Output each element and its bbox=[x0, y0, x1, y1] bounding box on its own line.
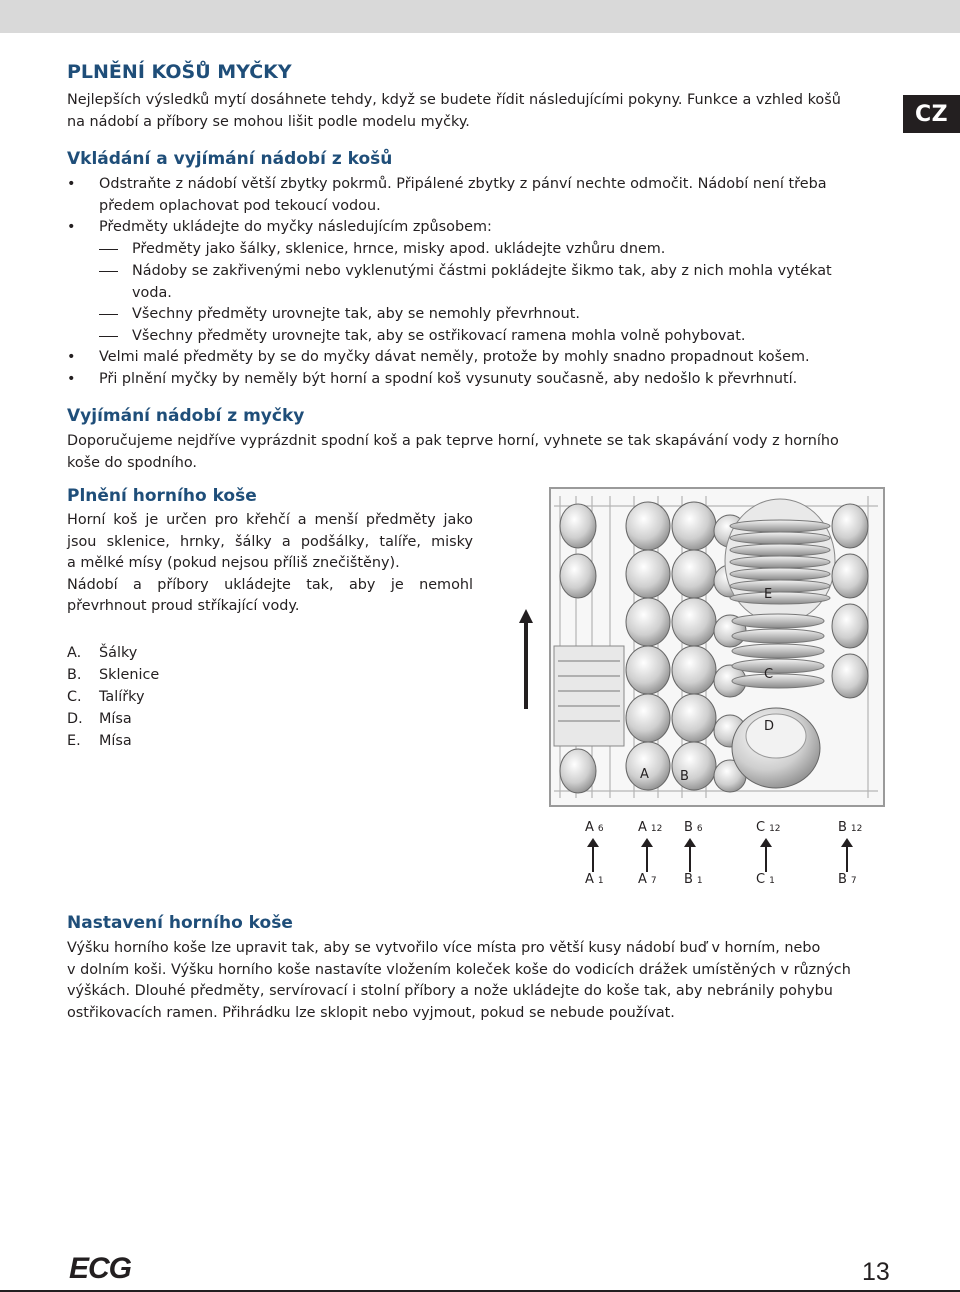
list-item: Všechny předměty urovnejte tak, aby se ostřikovací ramena mohla volně pohybovat. bbox=[99, 326, 895, 348]
brand-logo: ECG bbox=[69, 1252, 132, 1285]
list-item: • Odstraňte z nádobí větší zbytky pokrmů. Připálené zbytky z pánví nechte odmočit. Nádobí není třeba předem oplachovat pod tekoucí vodou. bbox=[67, 176, 827, 214]
list-item: • Předměty ukládejte do myčky následujícím způsobem: bbox=[67, 219, 492, 235]
sequence-label: B 6 bbox=[684, 820, 703, 835]
figure-label-B: B bbox=[680, 769, 689, 784]
list-item: Nádoby se zakřivenými nebo vyklenutými částmi pokládejte šikmo tak, aby z nich mohla vytékat voda. bbox=[99, 261, 895, 304]
sequence-label: A 1 bbox=[585, 872, 604, 887]
page-number: 13 bbox=[862, 1258, 890, 1286]
section-heading-upper-basket: Plnění horního koše bbox=[67, 486, 257, 506]
intro-text: Nejlepších výsledků mytí dosáhnete tehdy, když se budete řídit následujícími pokyny. Funkce a vzhled košů na nádobí a příbory se mohou lišit podle modelu myčky. bbox=[67, 92, 841, 130]
sequence-label: A 6 bbox=[585, 820, 604, 835]
header-bar bbox=[0, 0, 960, 33]
legend-item: E. Mísa bbox=[67, 733, 132, 749]
section-text-upper-basket: Horní koš je určen pro křehčí a menší předměty jako jsou sklenice, hrnky, šálky a podšálky, talíře, misky a mělké mísy (pokud nejsou příliš znečištěny). Nádobí a příbory ukládejte tak, aby je nemohl převrhnout proud stříkající vody. bbox=[67, 512, 473, 614]
section-heading-unloading: Vyjímání nádobí z myčky bbox=[67, 406, 305, 426]
language-tab: CZ bbox=[903, 95, 960, 133]
list-item: Předměty jako šálky, sklenice, hrnce, misky apod. ukládejte vzhůru dnem. bbox=[99, 239, 895, 261]
figure-label-D: D bbox=[764, 719, 775, 734]
sequence-label: A 12 bbox=[638, 820, 663, 835]
section-text-unloading: Doporučujeme nejdříve vyprázdnit spodní koš a pak teprve horní, vyhnete se tak skapávání vody z horního koše do spodního. bbox=[67, 433, 839, 471]
sequence-label: C 12 bbox=[756, 820, 781, 835]
sequence-label: C 1 bbox=[756, 872, 775, 887]
upper-basket-illustration bbox=[548, 486, 886, 808]
section-heading-loading: Vkládání a vyjímání nádobí z košů bbox=[67, 149, 393, 169]
legend-list bbox=[67, 642, 159, 752]
legend-item: A. Šálky bbox=[67, 645, 138, 661]
sequence-label: B 7 bbox=[838, 872, 857, 887]
page-title: PLNĚNÍ KOŠŮ MYČKY bbox=[67, 61, 292, 83]
sequence-label: A 7 bbox=[638, 872, 657, 887]
legend-item: C. Talířky bbox=[67, 689, 145, 705]
list-item: Všechny předměty urovnejte tak, aby se nemohly převrhnout. bbox=[99, 304, 895, 326]
legend-item: D. Mísa bbox=[67, 711, 132, 727]
figure-label-E: E bbox=[764, 587, 773, 602]
section-text-basket-adjust: Výšku horního koše lze upravit tak, aby se vytvořilo více místa pro větší kusy nádobí buď v horním, nebo v dolním koši. Výšku horního koše nastavíte vložením koleček koše do vodicích drážek umístěných v různých výškách. Dlouhé předměty, servírovací i stolní příbory a nože ukládejte do koše tak, aby nebránily pohybu ostřikovacích ramen. Přihrádku lze sklopit nebo vyjmout, pokud se nebude používat. bbox=[67, 940, 851, 1021]
list-item: • Při plnění myčky by neměly být horní a spodní koš vysunuty současně, aby nedošlo k převrhnutí. bbox=[67, 371, 798, 387]
legend-item: B. Sklenice bbox=[67, 667, 160, 683]
figure-label-C: C bbox=[764, 667, 774, 682]
direction-arrow-icon bbox=[519, 609, 533, 709]
sequence-arrows-icon bbox=[580, 838, 870, 872]
section-heading-basket-adjust: Nastavení horního koše bbox=[67, 913, 293, 933]
sequence-label: B 12 bbox=[838, 820, 863, 835]
list-item: • Velmi malé předměty by se do myčky dávat neměly, protože by mohly snadno propadnout košem. bbox=[67, 349, 810, 365]
figure-label-A: A bbox=[640, 767, 649, 782]
sequence-label: B 1 bbox=[684, 872, 703, 887]
